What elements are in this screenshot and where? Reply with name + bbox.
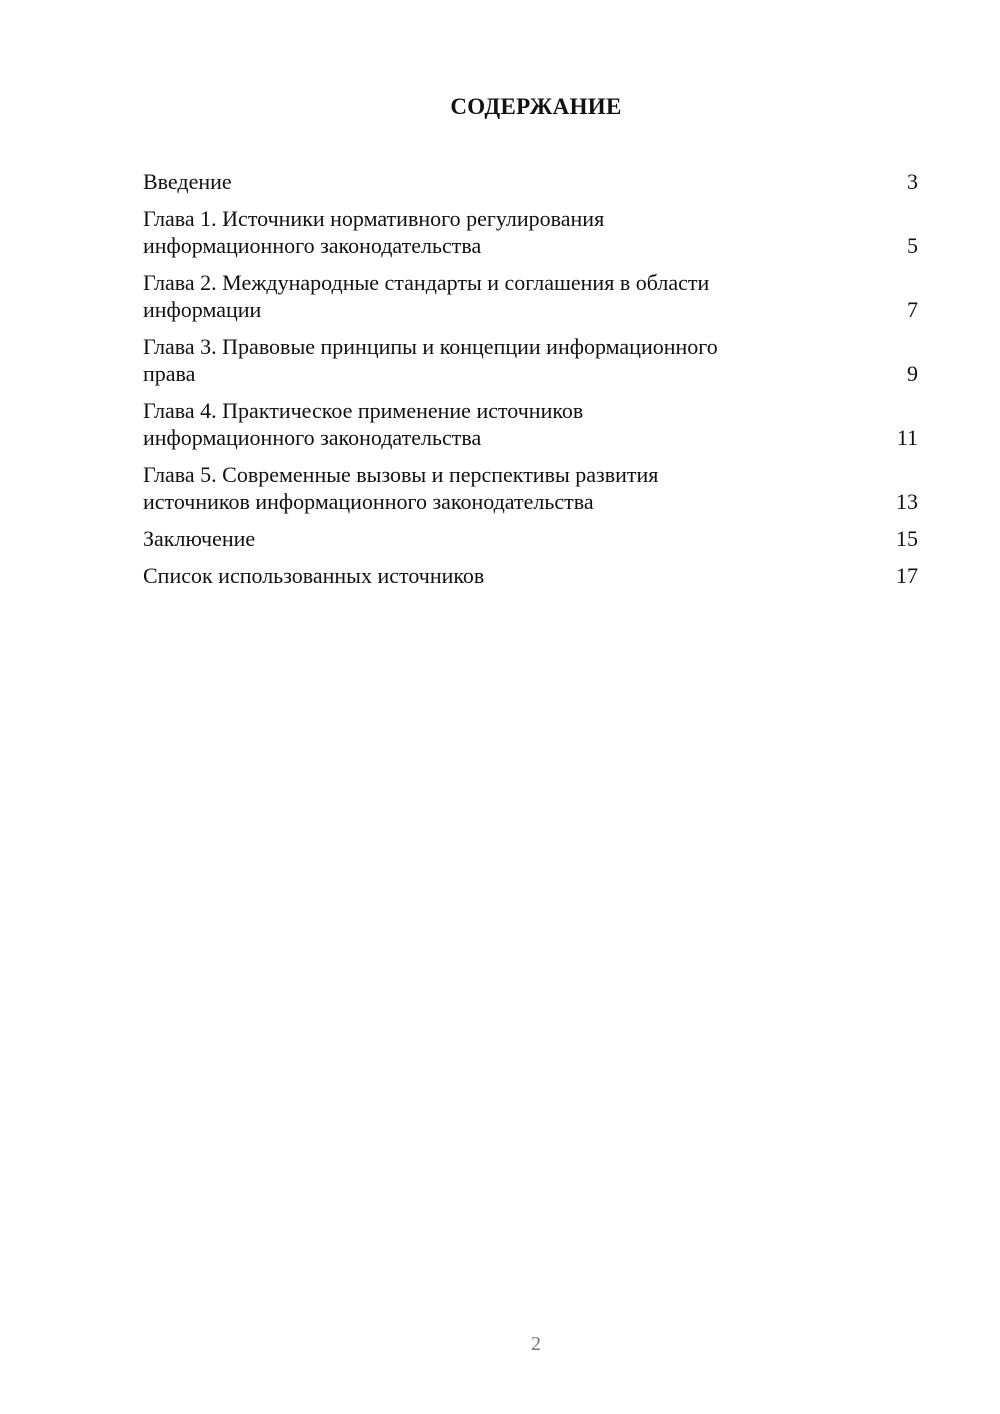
toc-entry-page: 9 — [907, 361, 918, 386]
toc-entry-text: Заключение — [143, 526, 256, 551]
table-of-contents — [143, 168, 918, 599]
toc-entry-text: Список использованных источников — [143, 563, 485, 588]
toc-entry-page: 7 — [907, 297, 918, 322]
toc-entry-text: Введение — [143, 169, 232, 194]
page-title: СОДЕРЖАНИЕ — [450, 94, 622, 119]
toc-entry-page: 17 — [896, 563, 918, 588]
toc-entry-conclusion — [143, 525, 918, 552]
toc-entry-introduction — [143, 168, 918, 195]
toc-entry-text: Глава 2. Международные стандарты и соглашения в области информации — [143, 270, 710, 322]
page-number: 2 — [531, 1333, 541, 1355]
toc-entry-text: Глава 3. Правовые принципы и концепции информационного права — [143, 334, 718, 386]
toc-entry-page: 3 — [907, 169, 918, 194]
toc-entry-page: 15 — [896, 526, 918, 551]
toc-entry-references — [143, 562, 918, 589]
toc-entry-page: 11 — [896, 425, 918, 450]
toc-entry-page: 13 — [896, 489, 918, 514]
toc-entry-chapter-3 — [143, 333, 918, 387]
toc-entry-text: Глава 5. Современные вызовы и перспективы развития источников информационного законодательства — [143, 462, 659, 514]
toc-entry-page: 5 — [907, 233, 918, 258]
toc-entry-chapter-4 — [143, 397, 918, 451]
toc-entry-text: Глава 1. Источники нормативного регулирования информационного законодательства — [143, 206, 605, 258]
toc-entry-chapter-5 — [143, 461, 918, 515]
toc-entry-chapter-1 — [143, 205, 918, 259]
toc-entry-text: Глава 4. Практическое применение источников информационного законодательства — [143, 398, 584, 450]
toc-entry-chapter-2 — [143, 269, 918, 323]
